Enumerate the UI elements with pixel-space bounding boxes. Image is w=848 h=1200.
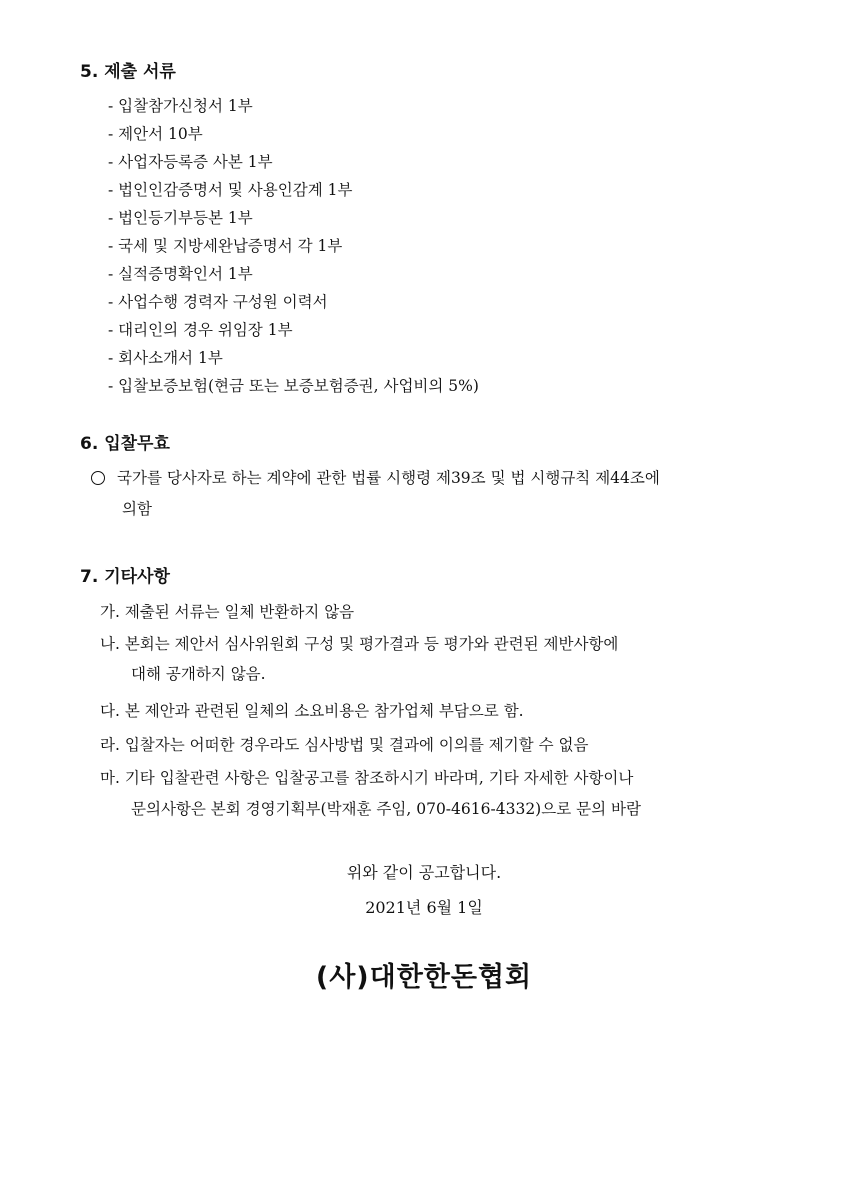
section-6-heading: 6. 입찰무효 (80, 434, 170, 454)
circle-bullet-icon (91, 471, 105, 485)
list-item: - 실적증명확인서 1부 (108, 265, 253, 283)
list-item: - 회사소개서 1부 (108, 349, 223, 367)
list-item: 마. 기타 입찰관련 사항은 입찰공고를 참조하시기 바라며, 기타 자세한 사항이나 (100, 769, 634, 787)
list-item-continued: 대해 공개하지 않음. (131, 665, 266, 683)
list-item: - 입찰보증보험(현금 또는 보증보험증권, 사업비의 5%) (108, 377, 479, 395)
list-item: - 법인등기부등본 1부 (108, 209, 253, 227)
announcement-date: 2021년 6월 1일 (365, 898, 483, 917)
organization-name: (사)대한한돈협회 (315, 962, 533, 993)
section-5-heading: 5. 제출 서류 (80, 62, 176, 82)
list-item: 라. 입찰자는 어떠한 경우라도 심사방법 및 결과에 이의를 제기할 수 없음 (100, 736, 589, 754)
list-item: 다. 본 제안과 관련된 일체의 소요비용은 참가업체 부담으로 함. (100, 702, 524, 720)
list-item: - 사업수행 경력자 구성원 이력서 (108, 293, 328, 311)
list-item-continued: 문의사항은 본회 경영기획부(박재훈 주임, 070-4616-4332)으로 문의 바람 (131, 800, 641, 818)
list-item: - 제안서 10부 (108, 125, 203, 143)
list-item: 가. 제출된 서류는 일체 반환하지 않음 (100, 603, 355, 621)
list-item: - 대리인의 경우 위임장 1부 (108, 321, 293, 339)
bid-invalid-text-continued: 의함 (122, 500, 152, 518)
list-item: - 국세 및 지방세완납증명서 각 1부 (108, 237, 343, 255)
list-item: - 입찰참가신청서 1부 (108, 97, 253, 115)
list-item: 나. 본회는 제안서 심사위원회 구성 및 평가결과 등 평가와 관련된 제반사항에 (100, 635, 619, 653)
bid-invalid-text: 국가를 당사자로 하는 계약에 관한 법률 시행령 제39조 및 법 시행규칙 제44조에 (117, 469, 660, 487)
list-item: - 사업자등록증 사본 1부 (108, 153, 273, 171)
closing-statement: 위와 같이 공고합니다. (346, 863, 502, 882)
list-item: - 법인인감증명서 및 사용인감계 1부 (108, 181, 353, 199)
section-7-heading: 7. 기타사항 (80, 567, 170, 587)
